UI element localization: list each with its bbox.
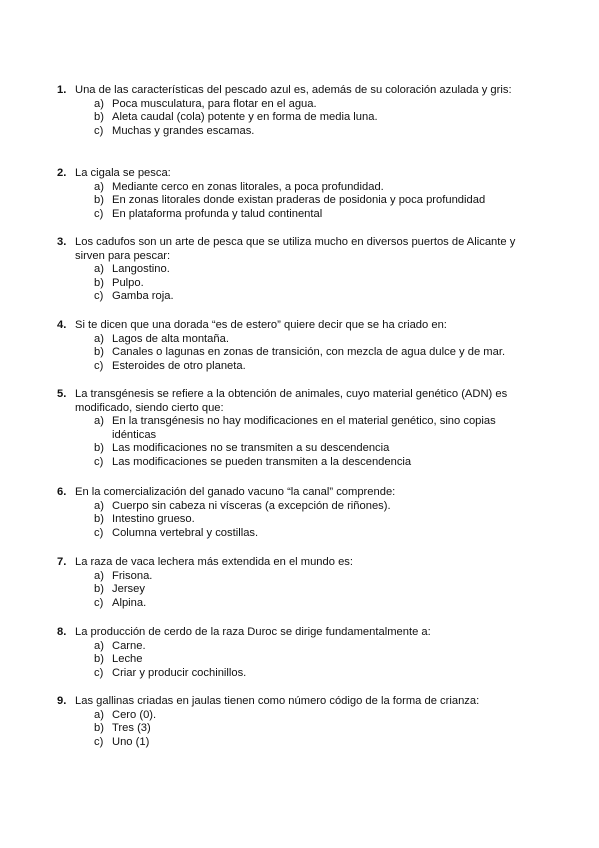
option-c [0, 667, 542, 681]
option-list [0, 181, 599, 222]
option-b [0, 194, 542, 208]
option-letter: c) [94, 666, 104, 679]
question-stem [0, 236, 545, 263]
option-b [0, 513, 542, 527]
option-text: Langostino. [112, 263, 170, 276]
option-b [0, 111, 542, 125]
option-a [0, 570, 542, 584]
option-c [0, 125, 542, 139]
question-stem [0, 388, 545, 415]
option-text: Las modificaciones se pueden transmiten a la descendencia [112, 455, 412, 468]
option-letter: b) [94, 653, 104, 666]
question-3 [0, 236, 599, 304]
option-letter: a) [94, 97, 104, 110]
option-a [0, 181, 542, 195]
option-text: Uno (1) [112, 735, 150, 748]
option-letter: b) [94, 442, 104, 455]
option-a [0, 709, 542, 723]
question-9 [0, 695, 599, 749]
option-c [0, 456, 542, 470]
question-1 [0, 84, 599, 138]
option-text: En plataforma profunda y talud continental [112, 207, 323, 220]
option-a [0, 640, 542, 654]
option-text: Muchas y grandes escamas. [112, 124, 255, 137]
option-c [0, 360, 542, 374]
option-text: Frisona. [112, 569, 153, 582]
question-number: 7. [57, 556, 67, 568]
option-letter: c) [94, 207, 104, 220]
option-text: Alpina. [112, 596, 147, 609]
question-text: Si te dicen que una dorada “es de estero” quiere decir que se ha criado en: [75, 319, 447, 331]
option-letter: a) [94, 415, 104, 428]
option-letter: b) [94, 276, 104, 289]
option-b [0, 346, 542, 360]
option-letter: a) [94, 569, 104, 582]
option-text: Poca musculatura, para flotar en el agua. [112, 97, 317, 110]
question-stem [0, 84, 545, 98]
option-text: Aleta caudal (cola) potente y en forma de media luna. [112, 111, 378, 124]
option-list [0, 415, 599, 469]
option-text: Gamba roja. [112, 290, 174, 303]
question-text: En la comercialización del ganado vacuno “la canal” comprende: [75, 486, 396, 498]
option-text: Tres (3) [112, 722, 151, 735]
question-text: La cigala se pesca: [75, 167, 171, 179]
question-text: Los cadufos son un arte de pesca que se utiliza mucho en diversos puertos de Alicante y sirven para pescar: [75, 236, 516, 262]
option-text: Esteroides de otro planeta. [112, 359, 246, 372]
option-text: En la transgénesis no hay modificaciones en el material genético, sino copias idénticas [112, 415, 496, 441]
option-a [0, 98, 542, 112]
option-text: Lagos de alta montaña. [112, 332, 229, 345]
question-stem [0, 695, 545, 709]
option-c [0, 527, 542, 541]
option-letter: a) [94, 639, 104, 652]
option-letter: a) [94, 499, 104, 512]
option-letter: c) [94, 455, 104, 468]
option-letter: c) [94, 735, 104, 748]
option-c [0, 597, 542, 611]
option-c [0, 736, 542, 750]
option-a [0, 415, 542, 442]
question-number: 3. [57, 236, 67, 248]
option-letter: b) [94, 583, 104, 596]
option-letter: b) [94, 346, 104, 359]
option-letter: b) [94, 111, 104, 124]
option-text: Cero (0). [112, 708, 157, 721]
question-4 [0, 319, 599, 373]
question-stem [0, 167, 545, 181]
option-a [0, 500, 542, 514]
option-a [0, 263, 542, 277]
question-text: La producción de cerdo de la raza Duroc se dirige fundamentalmente a: [75, 626, 431, 638]
question-number: 8. [57, 626, 67, 638]
option-letter: b) [94, 194, 104, 207]
option-letter: c) [94, 290, 104, 303]
option-text: En zonas litorales donde existan praderas de posidonia y poca profundidad [112, 194, 486, 207]
option-letter: a) [94, 263, 104, 276]
option-letter: a) [94, 332, 104, 345]
option-text: Leche [112, 653, 143, 666]
option-letter: c) [94, 124, 104, 137]
question-8 [0, 626, 599, 680]
option-list [0, 640, 599, 681]
option-text: Columna vertebral y costillas. [112, 526, 259, 539]
question-5 [0, 388, 599, 470]
question-number: 4. [57, 319, 67, 331]
option-text: Cuerpo sin cabeza ni vísceras (a excepción de riñones). [112, 499, 391, 512]
question-number: 6. [57, 486, 67, 498]
option-c [0, 290, 542, 304]
option-list [0, 98, 599, 139]
option-list [0, 333, 599, 374]
question-text: La transgénesis se refiere a la obtención de animales, cuyo material genético (ADN) es modificado, siendo cierto que: [75, 388, 508, 414]
question-text: La raza de vaca lechera más extendida en el mundo es: [75, 556, 353, 568]
question-text: Una de las características del pescado azul es, además de su coloración azulada y gris: [75, 84, 512, 96]
option-text: Jersey [112, 583, 145, 596]
question-6 [0, 486, 599, 540]
option-letter: a) [94, 708, 104, 721]
option-a [0, 333, 542, 347]
question-stem [0, 319, 545, 333]
option-text: Criar y producir cochinillos. [112, 666, 247, 679]
option-text: Canales o lagunas en zonas de transición, con mezcla de agua dulce y de mar. [112, 346, 506, 359]
question-number: 1. [57, 84, 67, 96]
option-b [0, 583, 542, 597]
question-stem [0, 626, 545, 640]
question-2 [0, 167, 599, 221]
option-letter: c) [94, 526, 104, 539]
option-list [0, 570, 599, 611]
option-b [0, 722, 542, 736]
question-number: 2. [57, 167, 67, 179]
option-text: Pulpo. [112, 276, 144, 289]
option-list [0, 500, 599, 541]
option-letter: c) [94, 596, 104, 609]
option-letter: a) [94, 180, 104, 193]
option-letter: b) [94, 722, 104, 735]
option-b [0, 653, 542, 667]
option-c [0, 208, 542, 222]
option-text: Intestino grueso. [112, 513, 195, 526]
option-text: Mediante cerco en zonas litorales, a poca profundidad. [112, 180, 384, 193]
question-stem [0, 486, 545, 500]
option-list [0, 263, 599, 304]
option-b [0, 442, 542, 456]
option-letter: b) [94, 513, 104, 526]
option-b [0, 277, 542, 291]
option-letter: c) [94, 359, 104, 372]
option-text: Carne. [112, 639, 146, 652]
question-number: 9. [57, 695, 67, 707]
option-list [0, 709, 599, 750]
question-7 [0, 556, 599, 610]
question-stem [0, 556, 545, 570]
option-text: Las modificaciones no se transmiten a su descendencia [112, 442, 390, 455]
question-text: Las gallinas criadas en jaulas tienen como número código de la forma de crianza: [75, 695, 480, 707]
question-number: 5. [57, 388, 67, 400]
